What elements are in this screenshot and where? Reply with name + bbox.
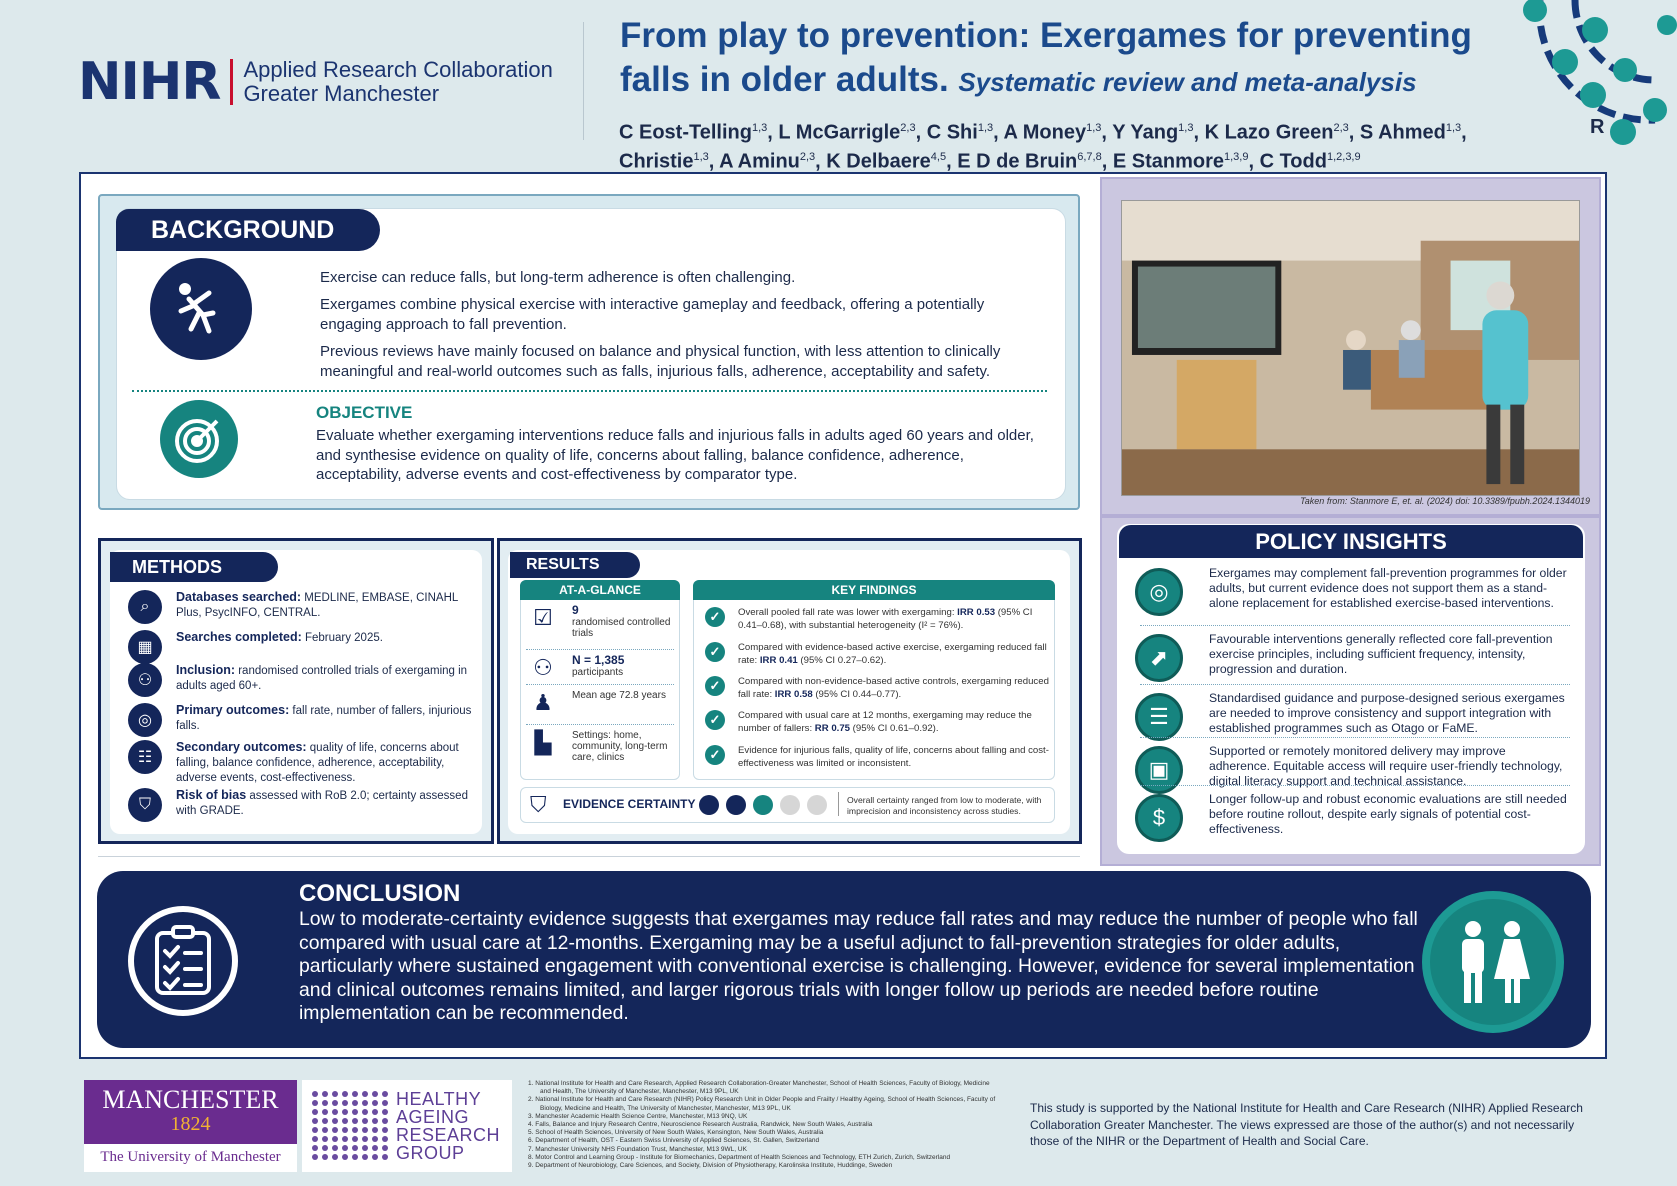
author-list: [619, 116, 1499, 173]
results-heading: RESULTS: [510, 552, 640, 578]
objective-heading: OBJECTIVE: [316, 403, 413, 422]
key-finding-post: (95% CI 0.44–0.77).: [812, 688, 902, 700]
check-circle-icon: ✓: [705, 642, 725, 662]
clipboard-icon: ☷: [128, 740, 162, 774]
key-finding-text: [738, 745, 1050, 770]
header-divider: [583, 22, 584, 140]
key-finding-item: [705, 642, 1050, 667]
methods-item: [128, 703, 478, 737]
key-finding-statistic: RR 0.75: [814, 722, 850, 734]
person-icon: ♟: [533, 690, 553, 715]
at-a-glance-separator: [526, 684, 674, 685]
at-a-glance-text: [572, 655, 624, 678]
methods-item-detail: February 2025.: [301, 632, 383, 644]
methods-item-label: Risk of bias: [176, 788, 247, 802]
section-rule: [98, 856, 1080, 857]
policy-separator: [1140, 785, 1570, 786]
key-finding-item: [705, 607, 1050, 632]
policy-separator: [1140, 625, 1570, 626]
arc-name-line1: Applied Research Collaboration: [243, 57, 553, 82]
author-name: K Lazo Green: [1204, 121, 1334, 144]
methods-item-label: Inclusion:: [176, 663, 236, 677]
affiliation-item: 3. Manchester Academic Health Science Centre, Manchester, M13 9NQ, UK: [528, 1112, 748, 1120]
methods-item-detail: MEDLINE, EMBASE, CINAHL Plus, PsycINFO, CENTRAL.: [176, 592, 458, 619]
key-finding-item: [705, 745, 1050, 770]
nihr-wordmark: NIHR: [78, 52, 221, 112]
key-finding-item: [705, 676, 1050, 701]
author-affiliation: 1,3: [1178, 122, 1194, 134]
check-circle-icon: ✓: [705, 745, 725, 765]
key-finding-statistic: IRR 0.58: [774, 688, 813, 700]
author-affiliation: 1,3: [977, 122, 994, 134]
clipboard-checklist-icon: [128, 906, 238, 1016]
key-finding-post: (95% CI 0.27–0.62).: [797, 654, 887, 666]
harg-wordmark: [396, 1090, 500, 1162]
conclusion-heading: CONCLUSION: [299, 880, 461, 907]
photo-credit: Taken from: Stanmore E, et. al. (2024) doi: 10.3389/fpubh.2024.1344019: [1300, 496, 1590, 506]
funding-statement: This study is supported by the National Institute for Health and Care Research (NIHR) Applied Research Collaboration Greater Manchester. The views expressed are those of the author(s) and not necessarily those of the NIHR or the Department of Health and Social Care.: [1030, 1101, 1583, 1148]
policy-item-text: Exergames may complement fall-prevention programmes for older adults, but current evidence does not support them as a stand-alone replacement for established exercise-based interventions.: [1209, 566, 1567, 610]
methods-heading: METHODS: [110, 552, 278, 582]
key-finding-post: (95% CI 0.61–0.92).: [850, 722, 939, 734]
certainty-dot: [780, 795, 800, 815]
author-line-2: Christie$^{1,3}$, A Aminu$^{2,3}$, K Delbaere$^{4,5}$, E D de Bruin$^{6,7,8}$, E Stanmore$^{1,3,9}$, C Todd$^{1,2,3,9}$: [619, 150, 1361, 173]
certainty-dot: [699, 795, 719, 815]
key-finding-pre: Compared with non-evidence-based active controls, exergaming reduced fall rate:: [738, 676, 1049, 700]
background-paragraph-1: Exercise can reduce falls, but long-term adherence is often challenging.: [320, 269, 796, 286]
arc-name-line2: Greater Manchester: [243, 81, 440, 106]
author-affiliation: 4,5: [930, 150, 947, 163]
methods-item-text: [176, 630, 476, 646]
arc-name: [243, 58, 552, 106]
affiliation-item: 8. Motor Control and Learning Group - Institute for Biomechanics, Department of Health Sciences and Technology, ETH Zurich, Zurich, Switzerland: [528, 1153, 951, 1161]
at-a-glance-value: N = 1,385: [572, 653, 625, 667]
key-finding-text: [738, 676, 1050, 701]
at-a-glance-label: randomised controlled trials: [572, 617, 671, 639]
poster-title: [620, 14, 1520, 104]
evidence-certainty-text: Overall certainty ranged from low to moderate, with imprecision and inconsistency across studies.: [847, 795, 1042, 816]
affiliation-item: 1. National Institute for Health and Care Research, Applied Research Collaboration-Greater Manchester, School of Health Sciences, Faculty of Biology, Medicine and Health, The University of Manchester, Manchester, M13 9PL, UK: [528, 1080, 990, 1096]
author-affiliation: 1,3: [1445, 122, 1462, 134]
key-finding-pre: Overall pooled fall rate was lower with exergaming:: [738, 607, 958, 618]
affiliation-item: 5. School of Health Sciences, University of New South Wales, Kensington, New South Wales, Australia: [528, 1129, 824, 1137]
methods-item-detail: fall rate, number of fallers, injurious falls.: [176, 705, 472, 732]
at-a-glance-item: [526, 730, 676, 763]
at-a-glance-heading: AT-A-GLANCE: [520, 580, 680, 600]
decorative-circles-graphic: [1505, 0, 1677, 160]
key-finding-text: [738, 607, 1050, 632]
methods-item-label: Searches completed:: [176, 630, 302, 644]
background-heading: BACKGROUND: [116, 209, 380, 251]
methods-item-label: Primary outcomes:: [176, 703, 290, 717]
methods-item-text: [176, 590, 476, 621]
author-name: S Ahmed: [1359, 121, 1446, 144]
dot-grid-icon: [312, 1091, 390, 1161]
affiliation-item: 7. Manchester University NHS Foundation Trust, Manchester, M13 9WL, UK: [528, 1145, 747, 1153]
policy-separator: [1140, 684, 1570, 685]
methods-item-detail: quality of life, concerns about falling, balance confidence, adherence, acceptability, adverse events, cost-effectiveness.: [176, 742, 459, 784]
target-icon: ◎: [128, 703, 162, 737]
at-a-glance-label: Mean age 72.8 years: [572, 690, 666, 701]
methods-item-label: Secondary outcomes:: [176, 740, 307, 754]
manchester-wordmark: MANCHESTER: [102, 1085, 279, 1114]
poster-title-main: From play to prevention: Exergames for preventing falls in older adults.: [620, 16, 1472, 99]
poster-subtitle: Systematic review and meta-analysis: [958, 67, 1417, 97]
affiliation-item: 9. Department of Neurobiology, Care Sciences, and Society, Division of Physiotherapy, Karolinska Institute, Huddinge, Sweden: [528, 1162, 893, 1170]
healthy-ageing-research-group-logo: [302, 1080, 512, 1172]
target-icon: ◎: [1135, 568, 1183, 616]
policy-item-text: Standardised guidance and purpose-designed serious exergames are needed to improve consistency and support integration with established programmes such as Otago or FaME.: [1209, 691, 1565, 735]
group-icon: ⚇: [533, 655, 553, 680]
key-finding-pre: Compared with evidence-based active exercise, exergaming reduced fall rate:: [738, 642, 1047, 666]
harg-line-2: AGEING: [396, 1107, 470, 1127]
evidence-divider: [838, 792, 839, 816]
evidence-certainty-label: EVIDENCE CERTAINTY: [563, 797, 696, 811]
at-a-glance-value: 9: [572, 603, 579, 617]
man-woman-icon: [1422, 891, 1564, 1033]
target-icon: [160, 400, 238, 478]
at-a-glance-item: [526, 655, 676, 681]
objective-text: Evaluate whether exergaming interventions reduce falls and injurious falls in adults aged 60 years and older, and synthesise evidence on quality of life, concerns about falling, balance confidence, adherence, acceptability, adverse events and cost-effectiveness by comparator type.: [316, 427, 1034, 483]
at-a-glance-item: [526, 605, 676, 639]
policy-item-text: Supported or remotely monitored delivery may improve adherence. Equitable access will require user-friendly technology, digital literacy support and technical assistance.: [1209, 744, 1563, 788]
calendar-icon: ▦: [128, 630, 162, 664]
at-a-glance-separator: [526, 724, 674, 725]
methods-item-text: [176, 740, 476, 786]
buildings-icon: ▙: [534, 730, 552, 755]
background-paragraph-3: Previous reviews have mainly focused on balance and physical function, with less attention to clinically meaningful and real-world outcomes such as falls, injurious falls, adherence, acceptability and safety.: [320, 343, 1001, 380]
shield-check-icon: ⛉: [530, 792, 547, 817]
methods-item: [128, 663, 478, 697]
author-affiliation: 6,7,8: [1077, 150, 1102, 163]
author-affiliation: 1,3: [693, 150, 709, 163]
affiliations-list: [528, 1080, 998, 1170]
care-home-exergame-photo: [1121, 200, 1580, 496]
author-affiliation: 1,3: [751, 122, 768, 134]
harg-line-3: RESEARCH: [396, 1125, 501, 1145]
affiliation-item: 2. National Institute for Health and Care Research (NIHR) Policy Research Unit in Older People and Frailty / Healthy Ageing, School of Health Sciences, Faculty of Biology, Medicine and Health, The University of Manchester, Manchester, M13 9PL, UK: [528, 1096, 996, 1112]
certainty-dot: [807, 795, 827, 815]
at-a-glance-text: [572, 605, 676, 639]
author-name: Christie: [619, 150, 694, 173]
author-affiliation: 2,3: [900, 122, 916, 134]
at-a-glance-separator: [526, 649, 674, 650]
certainty-dot: [726, 795, 746, 815]
author-name: L McGarrigle: [778, 121, 901, 144]
at-a-glance-item: [526, 690, 676, 716]
methods-item-label: Databases searched:: [176, 590, 302, 604]
methods-item-text: [176, 703, 476, 734]
methods-item: [128, 740, 478, 786]
author-name: C Eost-Telling: [619, 121, 752, 144]
progress-stairs-icon: ⬈: [1135, 634, 1183, 682]
author-affiliation: 1,3,9: [1223, 150, 1249, 163]
key-finding-item: [705, 710, 1050, 735]
logo-divider: [230, 59, 233, 105]
corner-letter: R: [1590, 116, 1605, 138]
author-affiliation: 1,2,3,9: [1326, 150, 1361, 163]
remote-monitor-icon: ▣: [1135, 746, 1183, 794]
author-line-1: C Eost-Telling$^{1,3}$, L McGarrigle$^{2,3}$, C Shi$^{1,3}$, A Money$^{1,3}$, Y Yang$^{1,3}$, K Lazo Green$^{2,3}$, S Ahmed$^{1,3}$,: [619, 121, 1467, 144]
key-findings-heading: KEY FINDINGS: [693, 580, 1055, 600]
key-finding-statistic: IRR 0.41: [759, 654, 798, 666]
key-finding-statistic: IRR 0.53: [957, 607, 996, 618]
people-icon: ⚇: [128, 663, 162, 697]
harg-line-1: HEALTHY: [396, 1089, 482, 1109]
author-affiliation: 2,3: [799, 150, 816, 163]
policy-heading: POLICY INSIGHTS: [1119, 525, 1583, 558]
policy-item: [1135, 566, 1575, 628]
key-finding-pre: Evidence for injurious falls, quality of life, concerns about falling and cost-effectiveness was limited or inconsistent.: [738, 745, 1049, 769]
key-finding-text: [738, 642, 1050, 667]
falling-person-icon: [150, 258, 252, 360]
manchester-year: 1824: [170, 1113, 211, 1135]
methods-item: [128, 630, 478, 664]
shield-check-icon: ⛉: [128, 788, 162, 822]
policy-item-text: Longer follow-up and robust economic evaluations are still needed before routine rollout, despite early signals of potential cost-effectiveness.: [1209, 792, 1567, 836]
affiliation-item: 6. Department of Health, OST - Eastern Swiss University of Applied Sciences, St. Gallen, Switzerland: [528, 1137, 820, 1145]
guidance-document-icon: ☰: [1135, 693, 1183, 741]
nihr-arc-logo: [78, 52, 553, 112]
at-a-glance-text: [572, 690, 666, 701]
policy-separator: [1140, 737, 1570, 738]
methods-item: [128, 788, 478, 822]
university-of-manchester-logo: [84, 1080, 297, 1172]
author-name: C Todd: [1259, 150, 1327, 173]
author-name: A Aminu: [719, 150, 800, 173]
check-circle-icon: ✓: [705, 710, 725, 730]
methods-item-text: [176, 788, 476, 819]
background-paragraph-2: Exergames combine physical exercise with interactive gameplay and feedback, offering a potentially engaging approach to fall prevention.: [320, 296, 985, 333]
author-name: C Shi: [926, 121, 978, 144]
methods-item-detail: randomised controlled trials of exergaming in adults aged 60+.: [176, 665, 468, 692]
check-circle-icon: ✓: [705, 676, 725, 696]
conclusion-text: Low to moderate-certainty evidence suggests that exergames may reduce fall rates and may reduce the number of people who fall compared with usual care at 12-months. Exergaming may be a useful adjunct to fall-prevention strategies for older adults, particularly where sustained engagement with conventional exercise is challenging. However, evidence for several implementation and clinical outcomes remains limited, and larger rigorous trials with longer follow up periods are needed before routine implementation can be recommended.: [299, 908, 1418, 1024]
cost-chart-icon: $: [1135, 794, 1183, 842]
affiliation-item: 4. Falls, Balance and Injury Research Centre, Neuroscience Research Australia, Randwick, New South Wales, Australia: [528, 1121, 873, 1129]
key-finding-pre: Compared with usual care at 12 months, exergaming may reduce the number of fallers:: [738, 710, 1032, 734]
key-finding-post: (95% CI 0.41–0.68), with substantial heterogeneity (I² = 76%).: [738, 607, 1033, 631]
author-name: Y Yang: [1112, 121, 1179, 144]
methods-item-text: [176, 663, 476, 694]
manchester-subtitle: The University of Manchester: [100, 1149, 281, 1165]
author-name: E Stanmore: [1112, 150, 1224, 173]
author-name: K Delbaere: [826, 150, 931, 173]
policy-item-text: Favourable interventions generally reflected core fall-prevention exercise principles, including sufficient frequency, intensity, progression and duration.: [1209, 632, 1553, 676]
author-affiliation: 1,3: [1086, 122, 1102, 134]
at-a-glance-label: Settings: home, community, long-term care, clinics: [572, 730, 668, 763]
at-a-glance-text: [572, 730, 676, 763]
author-affiliation: 2,3: [1333, 122, 1349, 134]
key-finding-text: [738, 710, 1050, 735]
at-a-glance-label: participants: [572, 667, 624, 678]
search-icon: ⌕: [128, 590, 162, 624]
checklist-icon: ☑: [533, 605, 553, 630]
methods-item-detail: assessed with RoB 2.0; certainty assessed with GRADE.: [176, 790, 468, 817]
author-name: E D de Bruin: [957, 150, 1078, 173]
section-divider: [132, 390, 1047, 392]
harg-line-4: GROUP: [396, 1143, 465, 1163]
check-circle-icon: ✓: [705, 607, 725, 627]
methods-item: [128, 590, 478, 624]
policy-item: [1135, 792, 1575, 854]
certainty-dot: [753, 795, 773, 815]
author-name: A Money: [1003, 121, 1087, 144]
